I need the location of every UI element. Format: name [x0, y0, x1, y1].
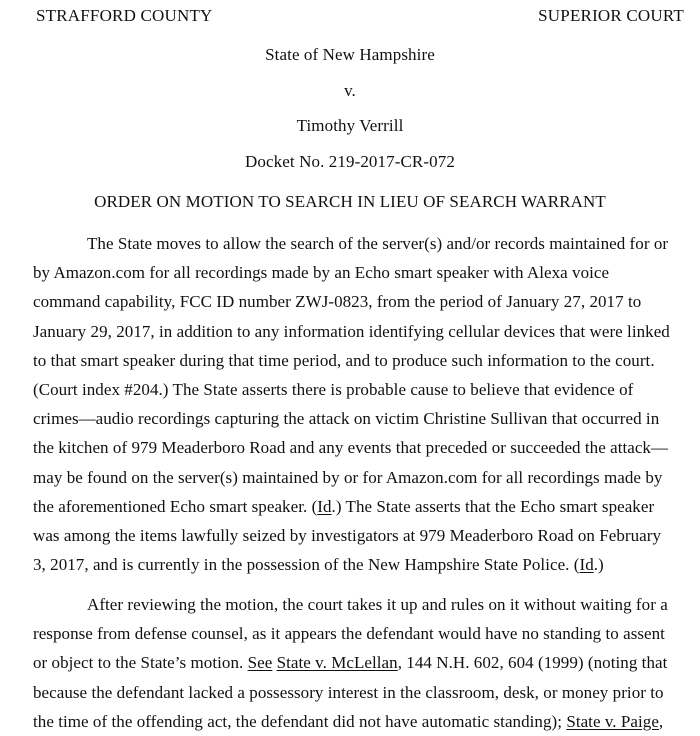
- paragraph-line: January 29, 2017, in addition to any information identifying cellular devices that were linked: [33, 321, 670, 341]
- paragraph-line: the kitchen of 979 Meaderboro Road and any events that preceded or succeeded the attack—: [33, 438, 669, 458]
- plaintiff-name: State of New Hampshire: [265, 45, 435, 64]
- id-citation: Id: [579, 555, 594, 575]
- order-title: ORDER ON MOTION TO SEARCH IN LIEU OF SEARCH WARRANT: [94, 192, 606, 211]
- case-citation-mclellan: State v. McLellan: [276, 653, 398, 673]
- paragraph-line: (Court index #204.) The State asserts there is probable cause to believe that evidence of: [33, 379, 634, 399]
- paragraph-line: by Amazon.com for all recordings made by an Echo smart speaker with Alexa voice: [33, 263, 610, 283]
- paragraph-line: the time of the offending act, the defendant did not have automatic standing); State v. Paige,: [33, 711, 664, 731]
- paragraph-line: to that smart speaker during that time period, and to produce such information to the court.: [33, 350, 655, 370]
- paragraph-line: was among the items lawfully seized by investigators at 979 Meaderboro Road on February: [33, 525, 662, 545]
- id-citation: Id: [317, 496, 332, 516]
- county-name: STRAFFORD COUNTY: [36, 6, 213, 25]
- case-citation-paige: State v. Paige: [566, 711, 659, 731]
- paragraph-line: or object to the State’s motion. See State v. McLellan, 144 N.H. 602, 604 (1999) (noting that: [33, 653, 668, 673]
- docket-number: Docket No. 219-2017-CR-072: [245, 152, 455, 171]
- paragraph-line: 3, 2017, and is currently in the possession of the New Hampshire State Police. (Id.): [33, 555, 604, 575]
- paragraph-line: After reviewing the motion, the court takes it up and rules on it without waiting for a: [87, 595, 668, 614]
- defendant-name: Timothy Verrill: [296, 116, 404, 135]
- paragraph-line: response from defense counsel, as it appears the defendant would have no standing to assent: [33, 624, 665, 644]
- paragraph-1: [33, 229, 688, 579]
- see-signal: See: [247, 653, 273, 673]
- court-name: SUPERIOR COURT: [538, 6, 684, 25]
- court-header: [36, 6, 684, 28]
- paragraph-line: may be found on the server(s) maintained by or for Amazon.com for all recordings made by: [33, 467, 663, 487]
- versus-label: v.: [344, 81, 356, 100]
- paragraph-2: [33, 590, 688, 736]
- paragraph-line: command capability, FCC ID number ZWJ-0823, from the period of January 27, 2017 to: [33, 292, 642, 312]
- paragraph-line: The State moves to allow the search of the server(s) and/or records maintained for or: [87, 234, 669, 253]
- paragraph-line: because the defendant lacked a possessory interest in the classroom, desk, or money prior to: [33, 682, 664, 702]
- paragraph-line: the aforementioned Echo smart speaker. (Id.) The State asserts that the Echo smart speaker: [33, 496, 655, 516]
- paragraph-line: crimes—audio recordings capturing the attack on victim Christine Sullivan that occurred in: [33, 409, 660, 429]
